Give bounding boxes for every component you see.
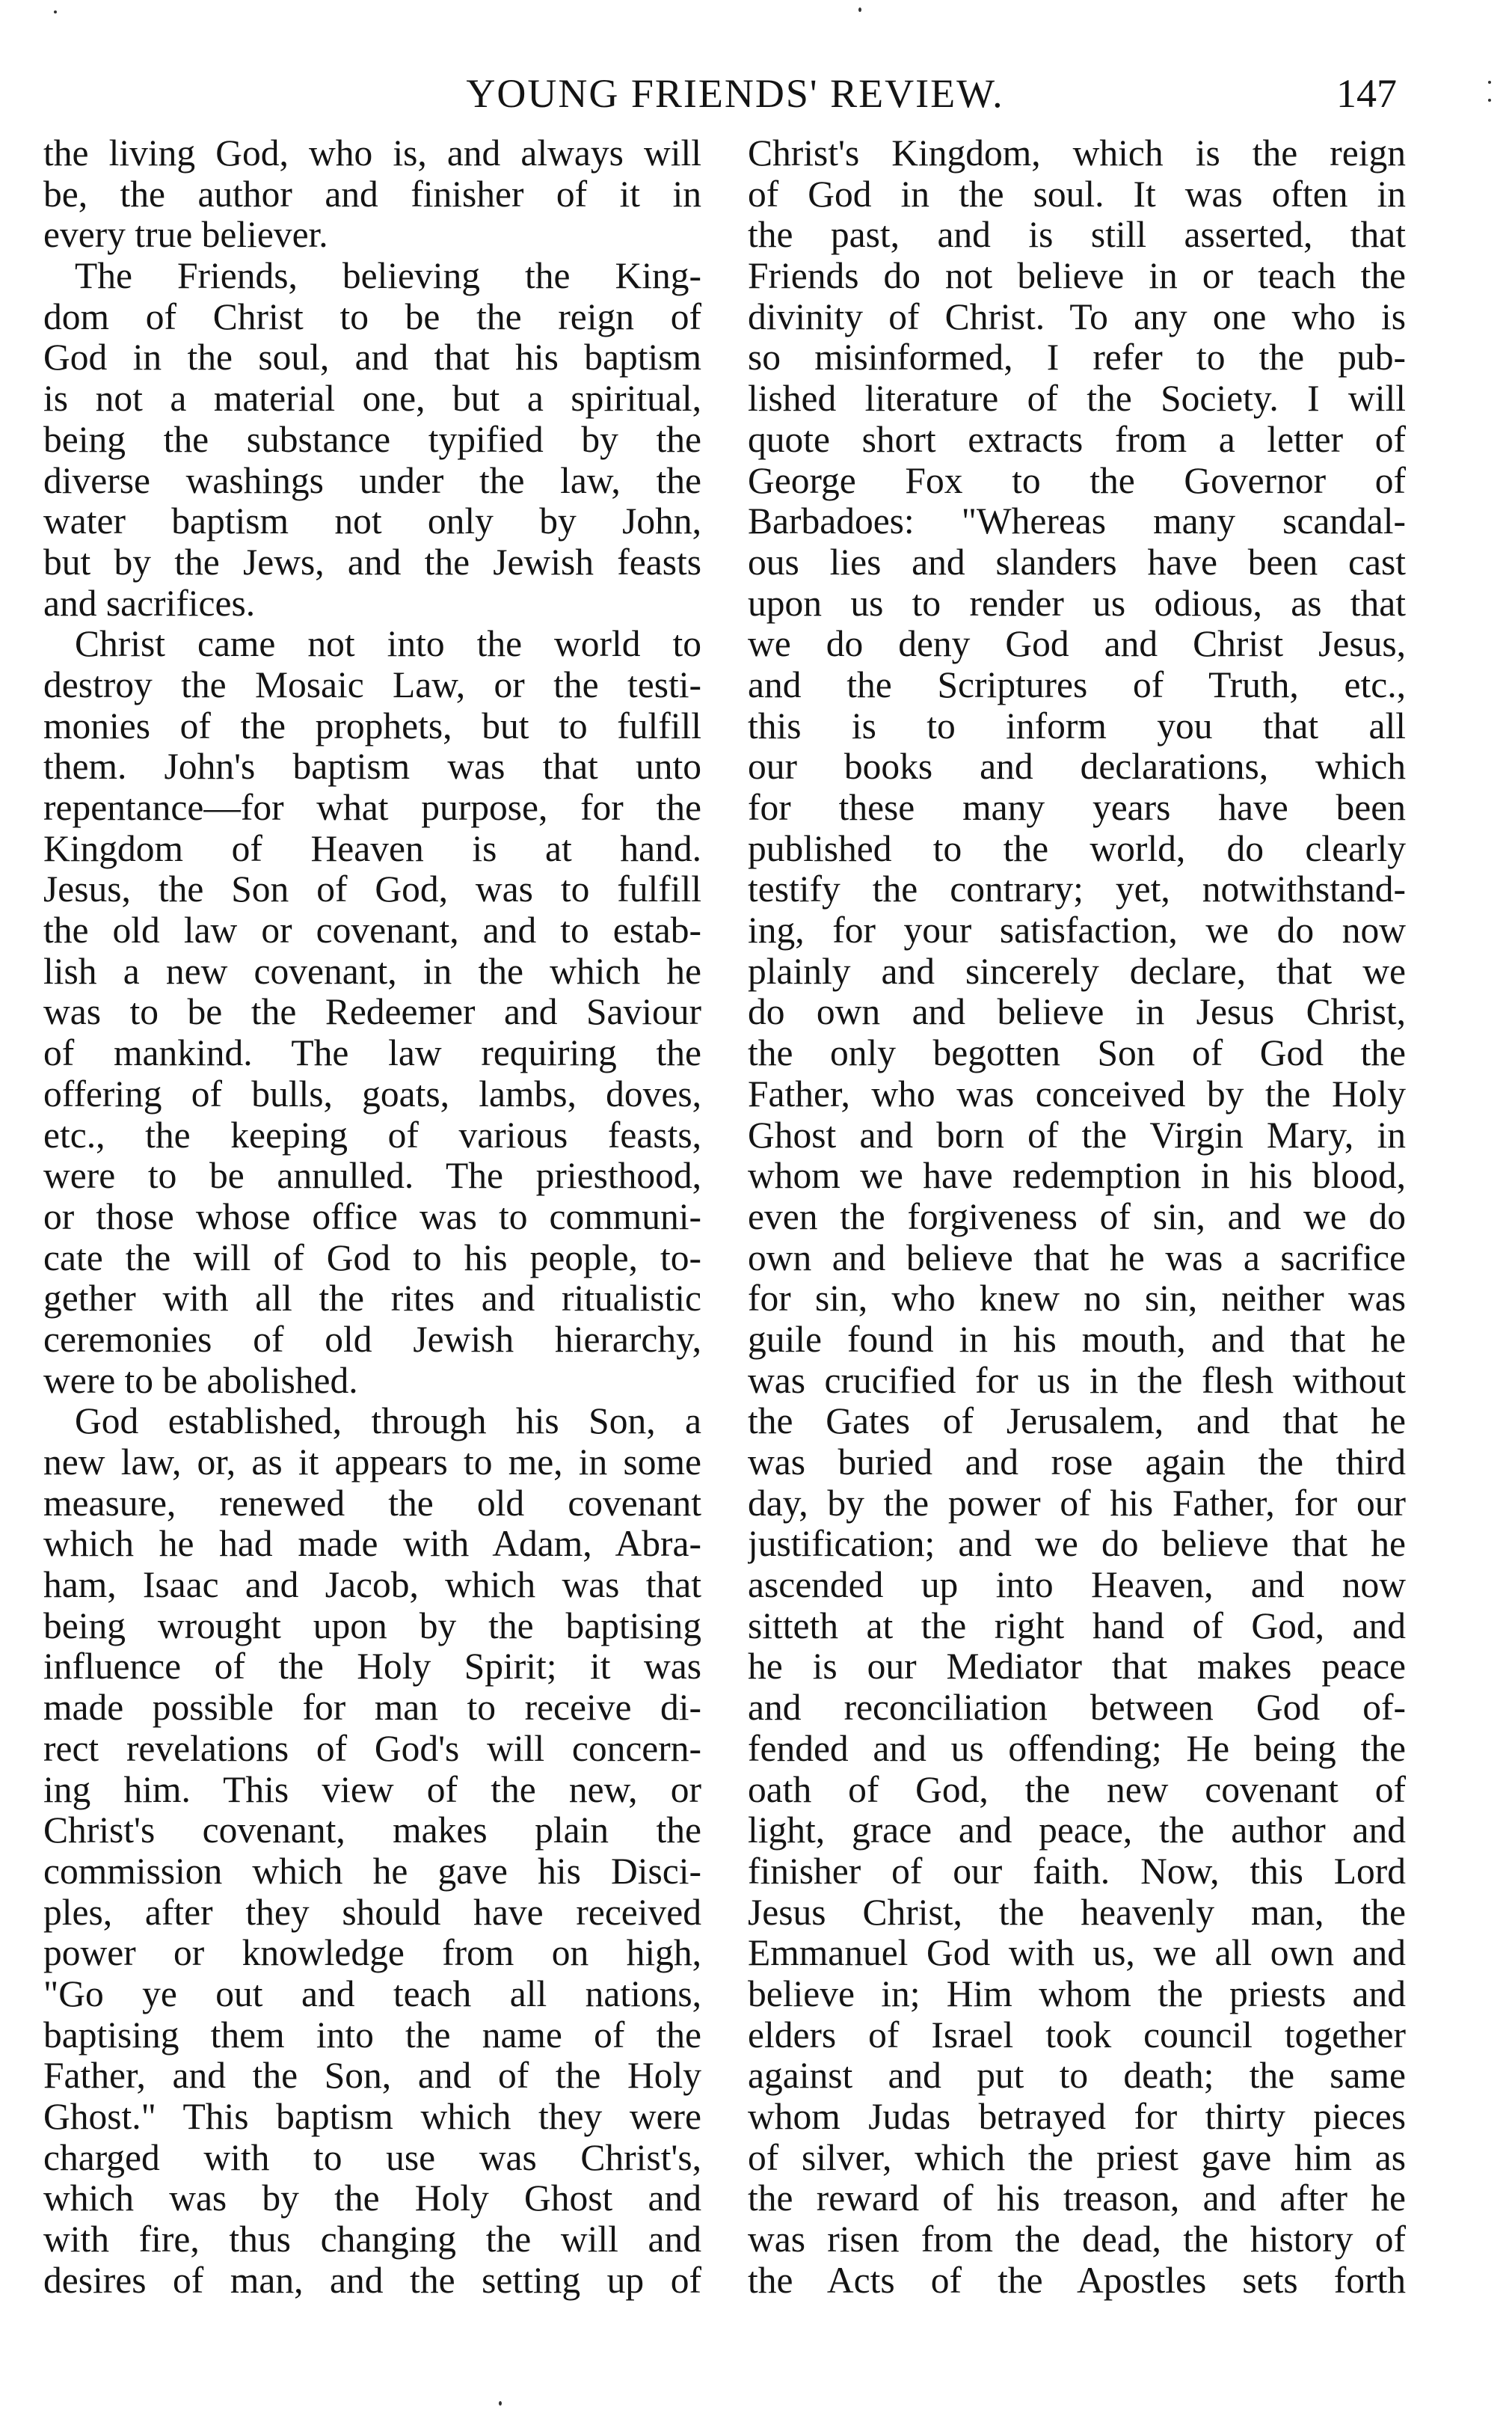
left-column-line: ples, after they should have received bbox=[43, 1892, 701, 1933]
left-column-line: gether with all the rites and ritualistic bbox=[43, 1278, 701, 1319]
left-column-line: charged with to use was Christ's, bbox=[43, 2137, 701, 2178]
left-column-line: offering of bulls, goats, lambs, doves, bbox=[43, 1073, 701, 1115]
right-column-line: sitteth at the right hand of God, and bbox=[748, 1605, 1406, 1646]
left-column-line: was to be the Redeemer and Saviour bbox=[43, 992, 701, 1033]
left-column-line: water baptism not only by John, bbox=[43, 501, 701, 542]
right-column-line: ous lies and slanders have been cast bbox=[748, 542, 1406, 583]
left-column-line: God established, through his Son, a bbox=[75, 1401, 701, 1442]
right-column-line: our books and declarations, which bbox=[748, 747, 1406, 788]
left-column-line: the old law or covenant, and to estab- bbox=[43, 910, 701, 951]
left-column-line: Jesus, the Son of God, was to fulfill bbox=[43, 869, 701, 910]
right-column-line: was risen from the dead, the history of bbox=[748, 2219, 1406, 2260]
right-column-line: the Acts of the Apostles sets forth bbox=[748, 2260, 1406, 2301]
right-column-line: ascended up into Heaven, and now bbox=[748, 1565, 1406, 1606]
text-columns bbox=[43, 133, 1427, 2377]
right-column-line: guile found in his mouth, and that he bbox=[748, 1319, 1406, 1360]
right-column-line: quote short extracts from a letter of bbox=[748, 419, 1406, 460]
right-column-line: Father, who was conceived by the Holy bbox=[748, 1073, 1406, 1115]
scan-speck bbox=[54, 10, 57, 13]
page-number: 147 bbox=[1336, 71, 1397, 116]
left-column-line: which he had made with Adam, Abra- bbox=[43, 1524, 701, 1565]
right-column-line: do own and believe in Jesus Christ, bbox=[748, 992, 1406, 1033]
left-column-line: and sacrifices. bbox=[43, 583, 256, 624]
left-column-line: diverse washings under the law, the bbox=[43, 460, 701, 501]
left-column-line: which was by the Holy Ghost and bbox=[43, 2178, 701, 2219]
right-column-line: against and put to death; the same bbox=[748, 2056, 1406, 2097]
right-column-line: was crucified for us in the flesh without bbox=[748, 1360, 1406, 1401]
right-column-line: Emmanuel God with us, we all own and bbox=[748, 1933, 1406, 1974]
left-column-line: ceremonies of old Jewish hierarchy, bbox=[43, 1319, 701, 1360]
left-column-line: being wrought upon by the baptising bbox=[43, 1605, 701, 1646]
left-column-line: ham, Isaac and Jacob, which was that bbox=[43, 1565, 701, 1606]
right-column-line: for these many years have been bbox=[748, 788, 1406, 828]
left-column-line: cate the will of God to his people, to- bbox=[43, 1237, 701, 1278]
right-column-line: for sin, who knew no sin, neither was bbox=[748, 1278, 1406, 1319]
right-column-line: own and believe that he was a sacrifice bbox=[748, 1237, 1406, 1278]
right-column-line: the reward of his treason, and after he bbox=[748, 2178, 1406, 2219]
left-column-line: destroy the Mosaic Law, or the testi- bbox=[43, 664, 701, 705]
right-column-line: ing, for your satisfaction, we do now bbox=[748, 910, 1406, 951]
left-column-line: The Friends, believing the King- bbox=[75, 256, 701, 297]
left-column-line: made possible for man to receive di- bbox=[43, 1687, 701, 1729]
right-column-line: and reconciliation between God of- bbox=[748, 1687, 1406, 1729]
right-column-line: and the Scriptures of Truth, etc., bbox=[748, 664, 1406, 705]
left-column-line: monies of the prophets, but to fulfill bbox=[43, 705, 701, 747]
left-column-line: God in the soul, and that his baptism bbox=[43, 337, 701, 378]
left-column-line: but by the Jews, and the Jewish feasts bbox=[43, 542, 701, 583]
right-column-line: Ghost and born of the Virgin Mary, in bbox=[748, 1115, 1406, 1156]
left-column-line: rect revelations of God's will concern- bbox=[43, 1728, 701, 1769]
right-column-line: justification; and we do believe that he bbox=[748, 1524, 1406, 1565]
right-column-line: the past, and is still asserted, that bbox=[748, 215, 1406, 256]
left-column-line: commission which he gave his Disci- bbox=[43, 1851, 701, 1892]
right-column-line: so misinformed, I refer to the pub- bbox=[748, 337, 1406, 378]
left-column-line: is not a material one, but a spiritual, bbox=[43, 378, 701, 420]
left-column-line: lish a new covenant, in the which he bbox=[43, 951, 701, 992]
right-column-line: elders of Israel took council together bbox=[748, 2014, 1406, 2056]
right-column-line: oath of God, the new covenant of bbox=[748, 1769, 1406, 1810]
right-column-line: Friends do not believe in or teach the bbox=[748, 256, 1406, 297]
right-column-line: plainly and sincerely declare, that we bbox=[748, 951, 1406, 992]
left-column-line: power or knowledge from on high, bbox=[43, 1933, 701, 1974]
scan-speck bbox=[858, 7, 861, 12]
right-column bbox=[748, 133, 1406, 2301]
left-column-line: every true believer. bbox=[43, 215, 328, 256]
right-column-line: we do deny God and Christ Jesus, bbox=[748, 624, 1406, 665]
right-column-line: lished literature of the Society. I will bbox=[748, 378, 1406, 420]
right-column-line: finisher of our faith. Now, this Lord bbox=[748, 1851, 1406, 1892]
journal-page bbox=[43, 45, 1427, 2394]
right-column-line: of God in the soul. It was often in bbox=[748, 174, 1406, 215]
left-column-line: were to be abolished. bbox=[43, 1360, 358, 1401]
right-column-line: day, by the power of his Father, for our bbox=[748, 1483, 1406, 1524]
right-column-line: Christ's Kingdom, which is the reign bbox=[748, 133, 1406, 174]
left-column-line: with fire, thus changing the will and bbox=[43, 2219, 701, 2260]
left-column-line: repentance—for what purpose, for the bbox=[43, 788, 701, 828]
left-column-line: of mankind. The law requiring the bbox=[43, 1033, 701, 1074]
right-column-line: even the forgiveness of sin, and we do bbox=[748, 1196, 1406, 1237]
left-column-line: Kingdom of Heaven is at hand. bbox=[43, 828, 701, 869]
right-column-line: whom Judas betrayed for thirty pieces bbox=[748, 2097, 1406, 2137]
scan-speck bbox=[1488, 99, 1491, 102]
right-column-line: was buried and rose again the third bbox=[748, 1442, 1406, 1483]
left-column-line: measure, renewed the old covenant bbox=[43, 1483, 701, 1524]
right-column-line: George Fox to the Governor of bbox=[748, 460, 1406, 501]
left-column-line: desires of man, and the setting up of bbox=[43, 2260, 701, 2301]
left-column-line: dom of Christ to be the reign of bbox=[43, 296, 701, 337]
scan-speck bbox=[499, 2401, 502, 2406]
page-header bbox=[43, 70, 1427, 130]
right-column-line: Jesus Christ, the heavenly man, the bbox=[748, 1892, 1406, 1933]
left-column-line: Christ's covenant, makes plain the bbox=[43, 1810, 701, 1851]
right-column-line: upon us to render us odious, as that bbox=[748, 583, 1406, 624]
scan-speck bbox=[1488, 81, 1491, 84]
left-column-line: Father, and the Son, and of the Holy bbox=[43, 2056, 701, 2097]
right-column-line: of silver, which the priest gave him as bbox=[748, 2137, 1406, 2178]
left-column-line: them. John's baptism was that unto bbox=[43, 747, 701, 788]
left-column-line: Ghost." This baptism which they were bbox=[43, 2097, 701, 2137]
left-column-line: being the substance typified by the bbox=[43, 419, 701, 460]
left-column-line: baptising them into the name of the bbox=[43, 2014, 701, 2056]
running-title: YOUNG FRIENDS' REVIEW. bbox=[466, 71, 1004, 116]
right-column-line: divinity of Christ. To any one who is bbox=[748, 296, 1406, 337]
left-column-line: influence of the Holy Spirit; it was bbox=[43, 1646, 701, 1687]
right-column-line: whom we have redemption in his blood, bbox=[748, 1156, 1406, 1197]
left-column-line: the living God, who is, and always will bbox=[43, 133, 701, 174]
right-column-line: light, grace and peace, the author and bbox=[748, 1810, 1406, 1851]
left-column-line: Christ came not into the world to bbox=[75, 624, 701, 665]
right-column-line: Barbadoes: "Whereas many scandal- bbox=[748, 501, 1406, 542]
left-column-line: be, the author and finisher of it in bbox=[43, 174, 701, 215]
left-column-line: or those whose office was to communi- bbox=[43, 1196, 701, 1237]
right-column-line: published to the world, do clearly bbox=[748, 828, 1406, 869]
left-column-line: ing him. This view of the new, or bbox=[43, 1769, 701, 1810]
left-column-line: "Go ye out and teach all nations, bbox=[43, 1973, 701, 2014]
left-column-line: new law, or, as it appears to me, in some bbox=[43, 1442, 701, 1483]
right-column-line: he is our Mediator that makes peace bbox=[748, 1646, 1406, 1687]
right-column-line: the Gates of Jerusalem, and that he bbox=[748, 1401, 1406, 1442]
left-column-line: were to be annulled. The priesthood, bbox=[43, 1156, 701, 1197]
right-column-line: testify the contrary; yet, notwithstand- bbox=[748, 869, 1406, 910]
right-column-line: fended and us offending; He being the bbox=[748, 1728, 1406, 1769]
left-column-line: etc., the keeping of various feasts, bbox=[43, 1115, 701, 1156]
right-column-line: believe in; Him whom the priests and bbox=[748, 1973, 1406, 2014]
left-column bbox=[43, 133, 701, 2301]
right-column-line: the only begotten Son of God the bbox=[748, 1033, 1406, 1074]
right-column-line: this is to inform you that all bbox=[748, 705, 1406, 747]
